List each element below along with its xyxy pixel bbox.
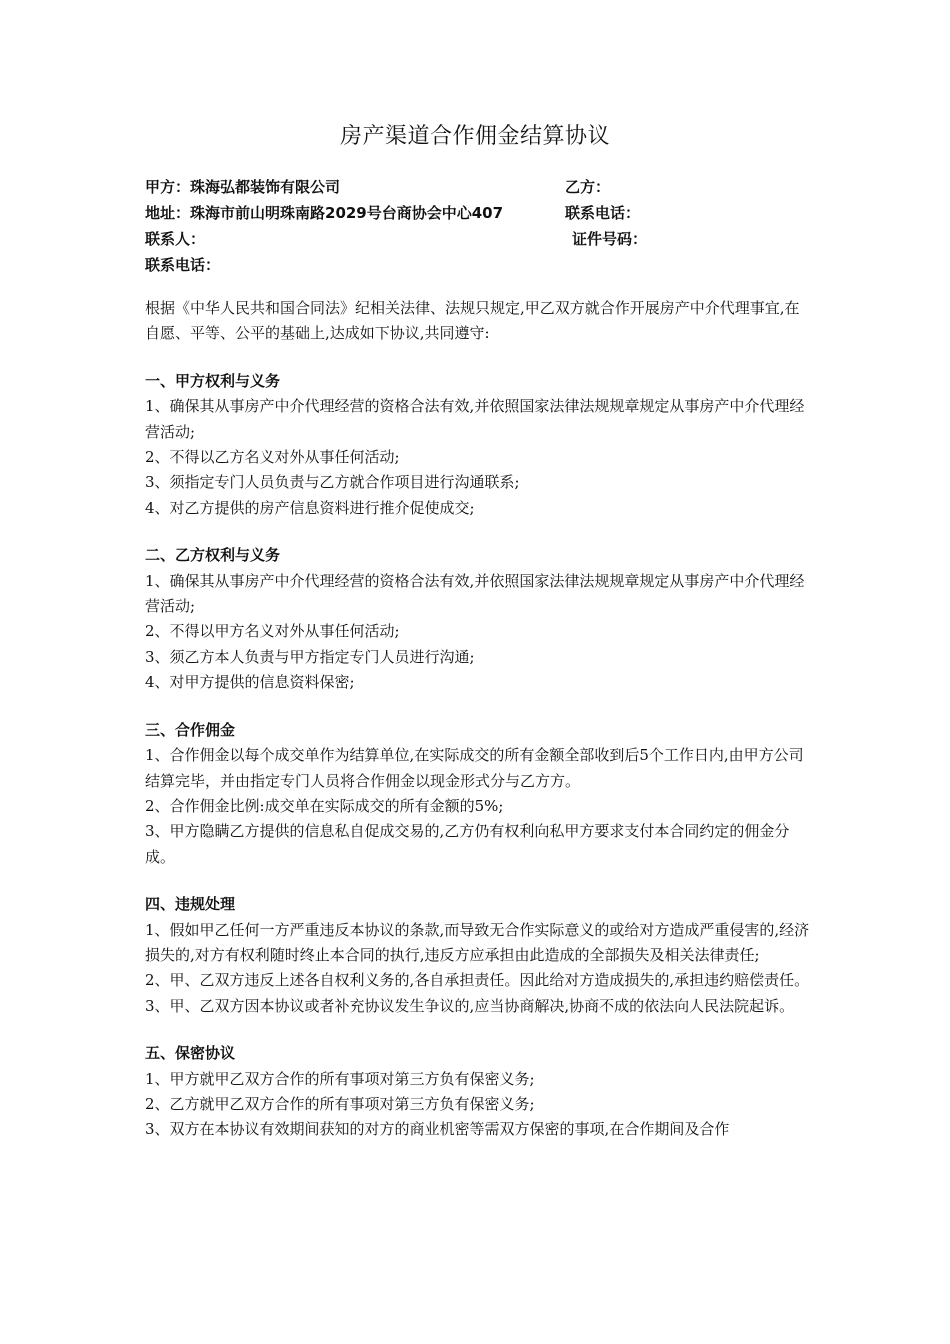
clause: 4、对甲方提供的信息资料保密; [145,673,355,692]
section-commission [145,718,810,870]
clause: 3、须指定专门人员负责与乙方就合作项目进行沟通联系; [145,473,520,492]
clause: 2、乙方就甲乙双方合作的所有事项对第三方负有保密义务; [145,1094,535,1113]
document-title: 房产渠道合作佣金结算协议 [339,124,610,149]
agreement-body [145,296,810,1143]
clause: 3、须乙方本人负责与甲方指定专门人员进行沟通; [145,647,475,666]
section-confidentiality [145,1041,810,1143]
clause: 1、确保其从事房产中介代理经营的资格合法有效,并依照国家法律法规规章规定从事房产中介代理经营活动; [145,397,805,441]
party-b-id-number: 证件号码： [572,230,648,248]
party-a-contact-person: 联系人： [145,230,206,248]
section-heading: 三、合作佣金 [145,720,236,739]
intro-text: 根据《中华人民共和国合同法》纪相关法律、法规只规定,甲乙双方就合作开展房产中介代理事宜,在自愿、平等、公平的基础上,达成如下协议,共同遵守: [145,299,800,343]
intro-paragraph [145,296,810,347]
clause: 1、假如甲乙任何一方严重违反本协议的条款,而导致无合作实际意义的或给对方造成严重侵害的,经济损失的,对方有权利随时终止本合同的执行,违反方应承担由此造成的全部损失及相关法律责任; [145,920,810,964]
party-row-3 [145,226,815,252]
parties-block [145,174,815,278]
clause: 1、合作佣金以每个成交单作为结算单位,在实际成交的所有金额全部收到后5个工作日内,由甲方公司结算完毕，并由指定专门人员将合作佣金以现金形式分与乙方方。 [145,746,804,790]
clause: 1、甲方就甲乙双方合作的所有事项对第三方负有保密义务; [145,1069,535,1088]
section-violation-handling [145,892,810,1019]
clause: 3、甲、乙双方因本协议或者补充协议发生争议的,应当协商解决,协商不成的依法向人民法院起诉。 [145,996,795,1015]
party-a: 甲方：珠海弘都装饰有限公司 [145,178,341,196]
clause: 2、合作佣金比例:成交单在实际成交的所有金额的5%; [145,796,504,815]
party-row-2 [145,200,815,226]
clause: 2、甲、乙双方违反上述各自权利义务的,各自承担责任。因此给对方造成损失的,承担违约赔偿责任。 [145,971,810,990]
party-b-contact-phone: 联系电话： [565,204,641,222]
section-party-b-rights [145,543,810,695]
party-b: 乙方： [565,178,611,196]
party-row-4 [145,252,815,278]
section-heading: 五、保密协议 [145,1044,236,1063]
clause: 2、不得以乙方名义对外从事任何活动; [145,448,400,467]
section-heading: 二、乙方权利与义务 [145,546,281,565]
clause: 3、甲方隐瞒乙方提供的信息私自促成交易的,乙方仍有权利向私甲方要求支付本合同约定的佣金分成。 [145,822,790,866]
section-heading: 一、甲方权利与义务 [145,371,281,390]
party-a-contact-phone: 联系电话： [145,256,221,274]
clause: 3、双方在本协议有效期间获知的对方的商业机密等需双方保密的事项,在合作期间及合作 [145,1120,730,1139]
clause: 1、确保其从事房产中介代理经营的资格合法有效,并依照国家法律法规规章规定从事房产中介代理经营活动; [145,571,805,616]
section-heading: 四、违规处理 [145,895,236,914]
party-row-1 [145,174,815,200]
party-a-address: 地址：珠海市前山明珠南路2029号台商协会中心407 [145,204,504,222]
clause: 4、对乙方提供的房产信息资料进行推介促使成交; [145,498,475,517]
section-party-a-rights [145,369,810,521]
clause: 2、不得以甲方名义对外从事任何活动; [145,622,400,641]
